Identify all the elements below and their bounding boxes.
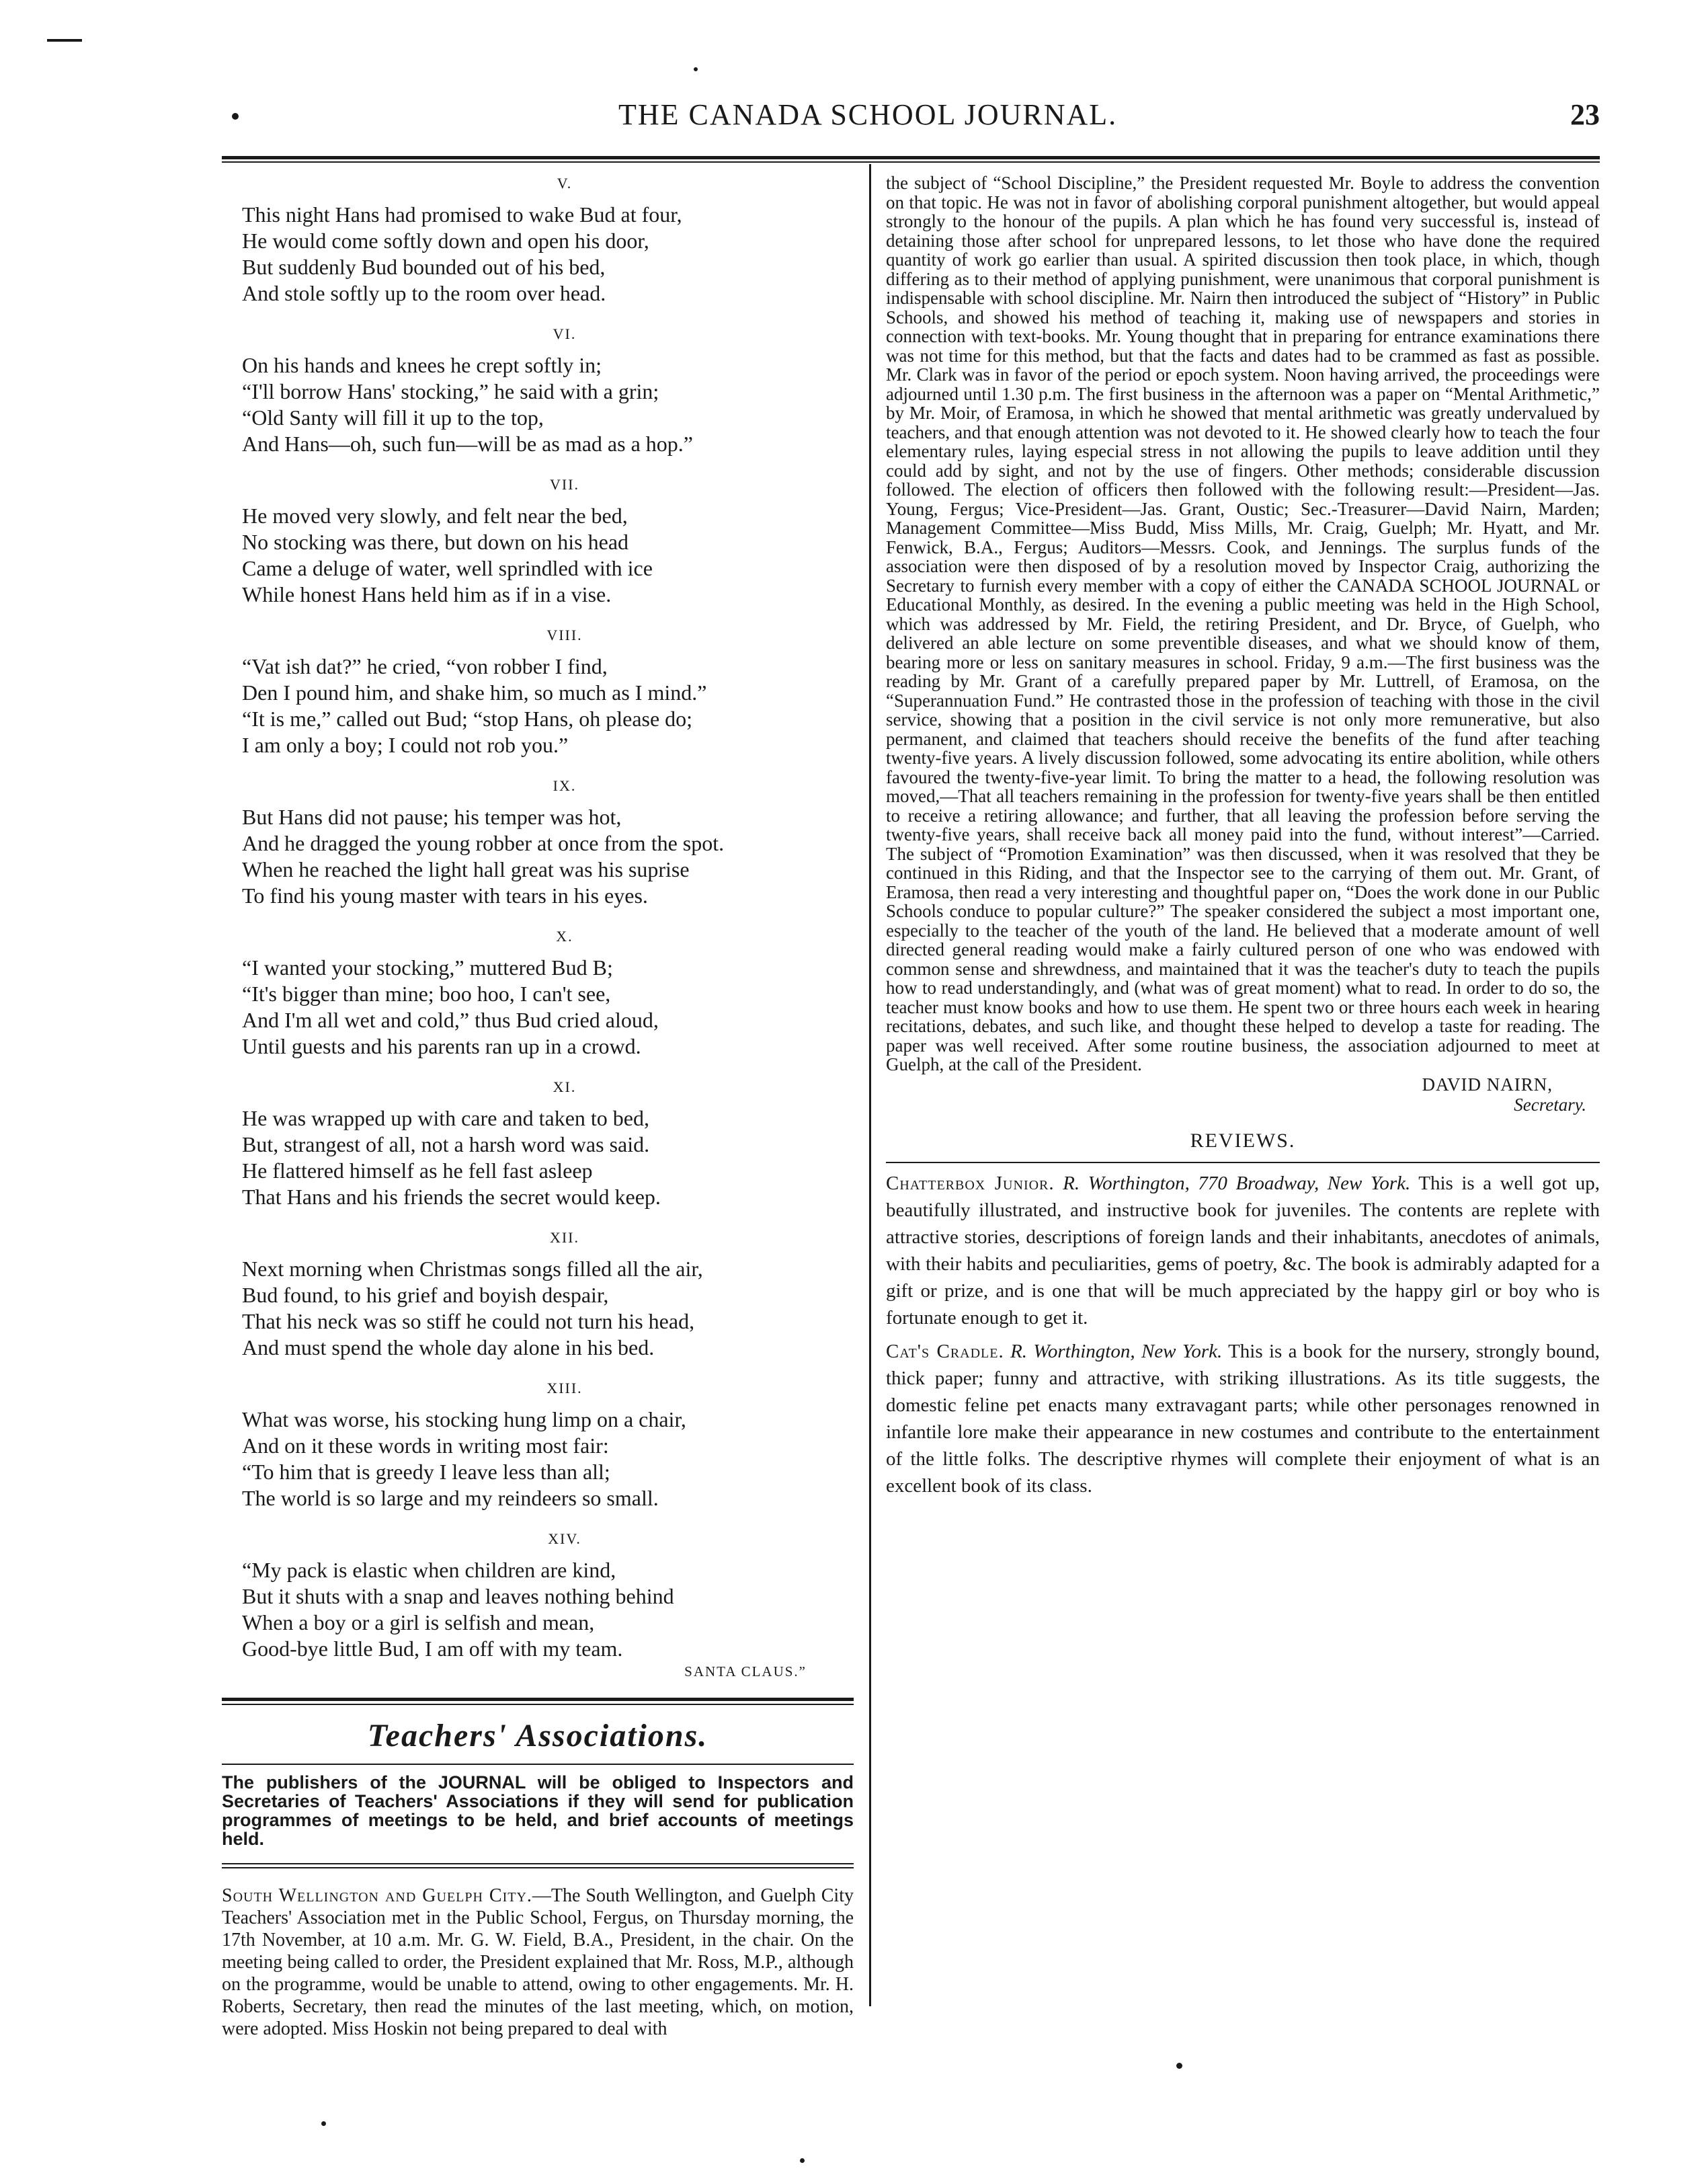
reviews-list xyxy=(886,1170,1600,1499)
review-publisher: R. Worthington, New York. xyxy=(1010,1340,1223,1362)
poem-line: But suddenly Bud bounded out of his bed, xyxy=(242,255,606,279)
poem-line: “I wanted your stocking,” muttered Bud B; xyxy=(242,955,613,980)
review-text: This is a well got up, beautifully illustrated, and instructive book for juveniles. The contents are replete with attractive stories, descriptions of foreign lands and their inhabitants, anecdotes of animals, with their habits and peculiarities, gems of poetry, &c. The book is admirably adapted for a gift or prize, and is one that will be much appreciated by the happy girl or boy who is fortunate enough to get it. xyxy=(886,1172,1600,1329)
column-divider xyxy=(869,164,871,2006)
poem-line: “It is me,” called out Bud; “stop Hans, oh please do; xyxy=(242,707,693,731)
poem-line: Den I pound him, and shake him, so much as I mind.” xyxy=(242,680,707,705)
stanza-number: XIV. xyxy=(548,1530,581,1547)
poem-stanza xyxy=(222,325,854,457)
review-item xyxy=(886,1170,1600,1331)
stanza-number: XI. xyxy=(553,1078,577,1095)
report-text: —The South Wellington, and Guelph City Teachers' Association met in the Public School, Fergus, on Thursday morning, the 17th November, at 10 a.m. Mr. G. W. Field, B.A., President, in the chair. On the meeting being called to order, the President explained that Mr. Ross, M.P., although on the programme, would be unable to attend, owing to other engagements. Mr. H. Roberts, Secretary, then read the minutes of the last meeting, which, on motion, were adopted. Miss Hoskin not being prepared to deal with xyxy=(222,1885,854,2039)
poem-stanza xyxy=(222,1078,854,1210)
poem-stanza xyxy=(222,627,854,758)
poem-line: Bud found, to his grief and boyish despair, xyxy=(242,1283,609,1307)
review-item xyxy=(886,1338,1600,1499)
poem-stanza xyxy=(222,1380,854,1511)
poem-line: I am only a boy; I could not rob you.” xyxy=(242,733,569,757)
stanza-number: VI. xyxy=(553,325,577,342)
poem-line: “Vat ish dat?” he cried, “von robber I find, xyxy=(242,654,608,678)
poem-line: The world is so large and my reindeers so small. xyxy=(242,1486,659,1510)
notice-rule xyxy=(222,1863,854,1864)
poem-stanza xyxy=(222,777,854,909)
poem-line: “Old Santy will fill it up to the top, xyxy=(242,405,544,430)
poem-line: That his neck was so stiff he could not turn his head, xyxy=(242,1309,695,1333)
stanza-number: XII. xyxy=(549,1229,580,1246)
scan-speck xyxy=(1176,2063,1182,2069)
notice-rule-thin xyxy=(222,1867,854,1868)
poem-line: He flattered himself as he fell fast asleep xyxy=(242,1158,593,1183)
header-rule-thin xyxy=(222,161,1600,163)
poem-line: “It's bigger than mine; boo hoo, I can't see, xyxy=(242,982,611,1006)
section-rule-thin xyxy=(222,1704,854,1705)
margin-dash-mark xyxy=(47,39,82,42)
publishers-notice: The publishers of the JOURNAL will be obliged to Inspectors and Secretaries of Teachers' Associations if they will send for publication programmes of meetings to be held, and brief accounts of meetings held. xyxy=(222,1772,854,1849)
stanza-number: IX. xyxy=(553,777,577,794)
poem-line: And he dragged the young robber at once from the spot. xyxy=(242,831,725,855)
poem-line: He would come softly down and open his door, xyxy=(242,229,649,253)
poem-line: This night Hans had promised to wake Bud at four, xyxy=(242,202,682,227)
page-number: 23 xyxy=(1570,98,1600,131)
report-signature xyxy=(886,1074,1600,1115)
santa-poem xyxy=(222,175,854,1662)
reviews-heading: REVIEWS. xyxy=(1190,1129,1296,1152)
poem-stanza xyxy=(222,476,854,608)
poem-line: And on it these words in writing most fair: xyxy=(242,1433,609,1458)
poem-stanza xyxy=(222,928,854,1060)
report-heading: South Wellington and Guelph City. xyxy=(222,1885,532,1906)
poem-line: And Hans—oh, such fun—will be as mad as a hop.” xyxy=(242,432,693,456)
poem-stanza xyxy=(222,1229,854,1361)
stanza-number: VIII. xyxy=(546,627,583,643)
poem-line: He moved very slowly, and felt near the bed, xyxy=(242,504,628,528)
stanza-number: V. xyxy=(557,175,573,192)
poem-line: “I'll borrow Hans' stocking,” he said with a grin; xyxy=(242,379,659,403)
poem-line: But it shuts with a snap and leaves nothing behind xyxy=(242,1584,674,1608)
review-text: This is a book for the nursery, strongly bound, thick paper; funny and attractive, with striking illustrations. As its title suggests, the domestic feline pet enacts many extravagant parts; while other personages renowned in infantile lore make their appearance in new costumes and contribute to the entertainment of the little folks. The descriptive rhymes will complete their enjoyment of what is an excellent book of its class. xyxy=(886,1340,1600,1497)
signature-name: DAVID NAIRN, xyxy=(1422,1074,1553,1095)
scan-speck xyxy=(694,67,698,71)
review-title: Cat's Cradle. xyxy=(886,1340,1004,1362)
poem-line: Came a deluge of water, well sprindled with ice xyxy=(242,556,653,580)
review-title: Chatterbox Junior. xyxy=(886,1172,1055,1194)
meeting-report-continuation: the subject of “School Discipline,” the President requested Mr. Boyle to address the convention on that topic. He was not in favor of abolishing corporal punishment altogether, but would appeal strongly to the honour of the pupils. A plan which he has found very successful is, instead of detaining those after school for unprepared lessons, to let those who have done the required quantity of work go earlier than usual. A spirited discussion then took place, in which, though differing as to their method of applying punishment, were unanimous that corporal punishment is indispensable with school discipline. Mr. Nairn then introduced the subject of “History” in Public Schools, and showed his method of teaching it, making use of newspapers and stories in connection with text-books. Mr. Young thought that in preparing for entrance examinations there was not time for this method, but that the facts and dates had to be crammed as fast as possible. Mr. Clark was in favor of the period or epoch system. Noon having arrived, the proceedings were adjourned until 1.30 p.m. The first business in the afternoon was a paper on “Mental Arithmetic,” by Mr. Moir, of Eramosa, in which he showed that mental arithmetic was greatly undervalued by teachers, and that enough attention was not devoted to it. He showed clearly how to teach the four elementary rules, laying especial stress in not allowing the pupils to leave addition until they could add by sight, and not by the use of fingers. Other methods; considerable discussion followed. The election of officers then followed with the following result:—President—Jas. Young, Fergus; Vice-President—Jas. Grant, Oustic; Sec.-Treasurer—David Nairn, Marden; Management Committee—Miss Budd, Miss Mills, Mr. Craig, Guelph; Mr. Hyatt, and Mr. Fenwick, B.A., Fergus; Auditors—Messrs. Cook, and Jennings. The surplus funds of the association were then disposed of by a resolution moved by Inspector Craig, authorizing the Secretary to furnish every member with a copy of either the CANADA SCHOOL JOURNAL or Educational Monthly, as desired. In the evening a public meeting was held in the High School, which was addressed by Mr. Field, the retiring President, and Dr. Bryce, of Guelph, who delivered an able lecture on some preventible diseases, and what we should know of them, bearing more or less on sanitary measures in school. Friday, 9 a.m.—The first business was the reading by Mr. Grant of a carefully prepared paper by Mr. Luttrell, of Eramosa, on the “Superannuation Fund.” He contrasted those in the profession of teaching with those in the civil service, showing that a position in the civil service is not only more remunerative, but also permanent, and claimed that teachers should receive the benefits of the fund after teaching twenty-five years. A lively discussion followed, some advocating its entire abolition, while others favoured the twenty-five-year limit. To bring the matter to a head, the following resolution was moved,—That all teachers remaining in the profession for twenty-five years shall be then entitled to receive a retiring allowance; and further, that all leaving the profession before serving the twenty-five years, shall receive back all money paid into the fund, without interest”—Carried. The subject of “Promotion Examination” was then discussed, when it was resolved that they be continued in this Riding, and that the Inspector see to the carrying of them out. Mr. Grant, of Eramosa, then read a very interesting and thoughtful paper on, “Does the work done in our Public Schools conduce to popular culture?” The speaker considered the subject a most important one, especially to the teacher of the youth of the land. He believed that a moderate amount of well directed general reading would make a fairly cultured person of one who was endowed with common sense and shrewdness, and maintained that it was the teacher's duty to teach the pupils how to read understandingly, and (what was of great moment) what to read. In order to do so, the teacher must know books and how to use them. He spent two or three hours each week in hearing recitations, debates, and such like, and thought these helped to develop a taste for reading. The paper was well received. After some routine business, the association adjourned to meet at Guelph, at the call of the President. xyxy=(886,173,1600,1074)
poem-line: On his hands and knees he crept softly in; xyxy=(242,353,602,377)
signature-role: Secretary. xyxy=(1514,1094,1586,1115)
scan-speck xyxy=(321,2121,326,2126)
stanza-number: VII. xyxy=(549,476,580,493)
section-rule xyxy=(222,1698,854,1701)
poem-line: “My pack is elastic when children are kind, xyxy=(242,1558,616,1582)
poem-line: To find his young master with tears in his eyes. xyxy=(242,883,648,908)
review-publisher: R. Worthington, 770 Broadway, New York. xyxy=(1063,1172,1411,1194)
poem-line: “To him that is greedy I leave less than all; xyxy=(242,1460,610,1484)
reviews-rule xyxy=(886,1162,1600,1163)
poem-stanza xyxy=(222,175,854,307)
stanza-number: XIII. xyxy=(546,1380,583,1396)
poem-line: He was wrapped up with care and taken to bed, xyxy=(242,1106,649,1130)
poem-line: And I'm all wet and cold,” thus Bud cried aloud, xyxy=(242,1008,659,1032)
poem-line: Good-bye little Bud, I am off with my team. xyxy=(242,1636,623,1661)
journal-title: THE CANADA SCHOOL JOURNAL. xyxy=(618,98,1118,131)
poem-signature: SANTA CLAUS.” xyxy=(684,1663,807,1680)
scan-speck xyxy=(800,2158,805,2163)
poem-line: But Hans did not pause; his temper was hot, xyxy=(242,805,622,829)
poem-line: Next morning when Christmas songs filled all the air, xyxy=(242,1257,703,1281)
poem-line: What was worse, his stocking hung limp on a chair, xyxy=(242,1407,686,1431)
right-column xyxy=(886,173,1600,1506)
poem-line: When a boy or a girl is selfish and mean, xyxy=(242,1610,595,1634)
poem-line: No stocking was there, but down on his head xyxy=(242,530,629,554)
poem-line: And must spend the whole day alone in his bed. xyxy=(242,1335,655,1359)
poem-line: When he reached the light hall great was his suprise xyxy=(242,857,690,881)
poem-line: That Hans and his friends the secret would keep. xyxy=(242,1185,661,1209)
section-title-teachers-associations: Teachers' Associations. xyxy=(367,1718,708,1753)
poem-line: Until guests and his parents ran up in a crowd. xyxy=(242,1034,641,1058)
header-rule xyxy=(222,156,1600,159)
poem-line: But, strangest of all, not a harsh word was said. xyxy=(242,1132,650,1156)
stanza-number: X. xyxy=(556,928,573,945)
poem-stanza xyxy=(222,1530,854,1662)
left-column xyxy=(222,175,854,2040)
page-header xyxy=(222,97,1600,138)
poem-line: And stole softly up to the room over head. xyxy=(242,281,606,305)
poem-line: While honest Hans held him as if in a vise. xyxy=(242,582,612,606)
association-report xyxy=(222,1885,854,2040)
